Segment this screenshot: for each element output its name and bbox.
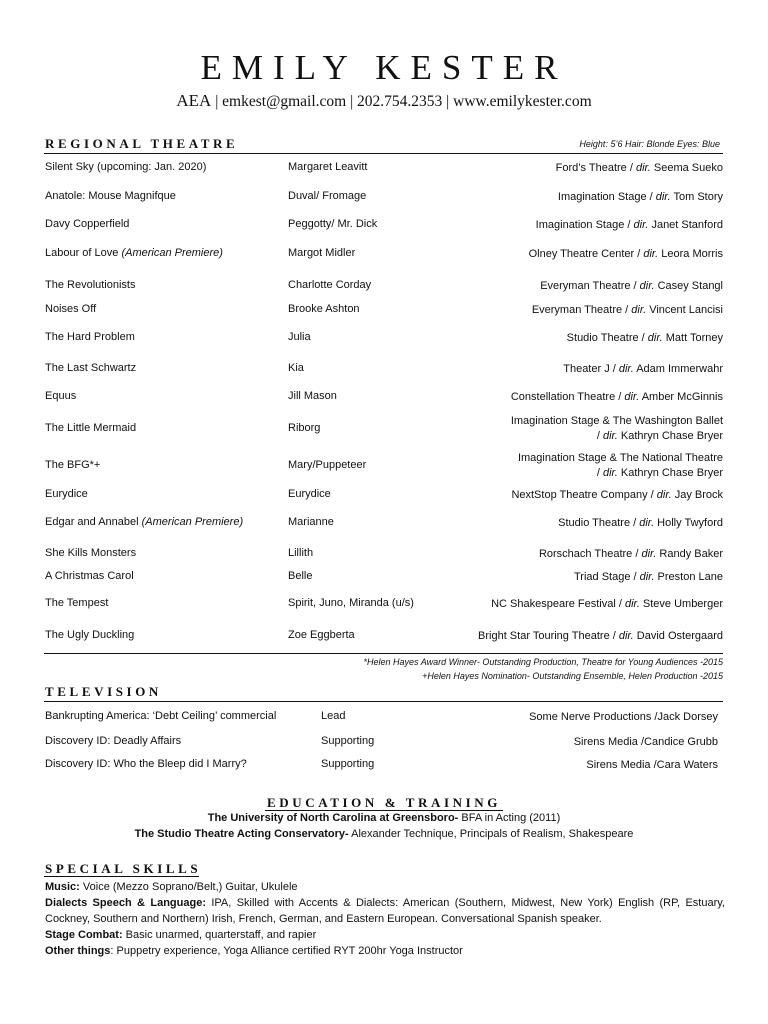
union-affiliation: AEA: [176, 91, 212, 110]
skill-stage-combat: Stage Combat: Basic unarmed, quarterstaff, and rapier: [45, 929, 317, 941]
venue-director: NC Shakespeare Festival / dir. Steve Umberger: [491, 598, 723, 610]
contact-details: | emkest@gmail.com | 202.754.2353 | www.emilykester.com: [211, 93, 592, 110]
contact-line: [0, 91, 768, 111]
section-heading-special-skills: SPECIAL SKILLS: [45, 861, 202, 876]
role: Supporting: [321, 735, 375, 747]
show-title: Bankrupting America: ‘Debt Ceiling’ commercial: [45, 710, 277, 722]
show-title: The Tempest: [45, 597, 109, 609]
role: Eurydice: [288, 488, 331, 500]
venue-director: Theater J / dir. Adam Immerwahr: [563, 363, 723, 375]
role: Jill Mason: [288, 390, 337, 402]
skill-other: Other things: Puppetry experience, Yoga Alliance certified RYT 200hr Yoga Instructor: [45, 945, 463, 957]
venue-director: Imagination Stage & The National Theatre / dir. Kathryn Chase Bryer: [517, 452, 723, 479]
physical-stats: Height: 5’6 Hair: Blonde Eyes: Blue: [579, 139, 720, 149]
venue-director: Imagination Stage & The Washington Ballet / dir. Kathryn Chase Bryer: [510, 415, 723, 442]
venue-director: Everyman Theatre / dir. Vincent Lancisi: [531, 304, 723, 316]
show-title: The BFG*+: [45, 459, 101, 471]
role: Margaret Leavitt: [288, 161, 368, 173]
venue-director: NextStop Theatre Company / dir. Jay Brock: [511, 489, 723, 501]
section-heading-regional-theatre: REGIONAL THEATRE: [45, 136, 239, 151]
show-title: Discovery ID: Deadly Affairs: [45, 735, 182, 747]
section-divider: [44, 153, 723, 154]
role: Zoe Eggberta: [288, 629, 355, 641]
role: Peggotty/ Mr. Dick: [288, 218, 378, 230]
production-company: Some Nerve Productions /Jack Dorsey: [529, 711, 718, 723]
skill-music: Music: Voice (Mezzo Soprano/Belt,) Guitar, Ukulele: [45, 881, 298, 893]
resume-name: EMILY KESTER: [200, 48, 568, 87]
role: Belle: [288, 570, 313, 582]
award-note: +Helen Hayes Nomination- Outstanding Ensemble, Helen Production -2015: [422, 671, 723, 681]
role: Kia: [288, 362, 304, 374]
section-divider: [44, 876, 199, 877]
show-title: The Ugly Duckling: [45, 629, 135, 641]
show-title: Edgar and Annabel (American Premiere): [45, 516, 244, 528]
role: Spirit, Juno, Miranda (u/s): [288, 597, 414, 609]
section-divider: [44, 701, 723, 702]
role: Margot Midler: [288, 247, 356, 259]
role: Brooke Ashton: [288, 303, 360, 315]
section-divider: [44, 653, 723, 654]
role: Mary/Puppeteer: [288, 459, 367, 471]
venue-director: Olney Theatre Center / dir. Leora Morris: [528, 248, 723, 260]
role: Lillith: [288, 547, 314, 559]
role: Julia: [288, 331, 311, 343]
venue-director: Constellation Theatre / dir. Amber McGinnis: [510, 391, 723, 403]
venue-director: Imagination Stage / dir. Janet Stanford: [535, 219, 723, 231]
venue-director: Imagination Stage / dir. Tom Story: [557, 191, 723, 203]
role: Riborg: [288, 422, 321, 434]
skill-dialects: Dialects Speech & Language: IPA, Skilled with Accents & Dialects: American (Southern, Midwest, New York) English (RP, Estuary, Cockney, Southern and Northern) Irish, French, German, and Eastern European. Conversational Spanish speaker.: [45, 897, 725, 925]
show-title: The Revolutionists: [45, 279, 136, 291]
show-title: Noises Off: [45, 303, 97, 315]
education-line: The University of North Carolina at Greensboro- BFA in Acting (2011): [207, 812, 561, 824]
venue-director: Studio Theatre / dir. Matt Torney: [566, 332, 723, 344]
show-title: Davy Copperfield: [45, 218, 130, 230]
role: Charlotte Corday: [288, 279, 372, 291]
production-company: Sirens Media /Cara Waters: [586, 759, 718, 771]
award-note: *Helen Hayes Award Winner- Outstanding Production, Theatre for Young Audiences -2015: [363, 657, 723, 667]
show-title: She Kills Monsters: [45, 547, 137, 559]
show-title: The Last Schwartz: [45, 362, 137, 374]
education-line: The Studio Theatre Acting Conservatory- Alexander Technique, Principals of Realism, Shakespeare: [134, 828, 634, 840]
show-title: Eurydice: [45, 488, 88, 500]
show-title: A Christmas Carol: [45, 570, 134, 582]
show-title: Silent Sky (upcoming: Jan. 2020): [45, 161, 207, 173]
show-title: Anatole: Mouse Magnifque: [45, 190, 176, 202]
role: Supporting: [321, 758, 375, 770]
role: Lead: [321, 710, 346, 722]
venue-director: Everyman Theatre / dir. Casey Stangl: [540, 280, 723, 292]
show-title: The Hard Problem: [45, 331, 135, 343]
role: Marianne: [288, 516, 334, 528]
venue-director: Studio Theatre / dir. Holly Twyford: [558, 517, 723, 529]
show-title: Discovery ID: Who the Bleep did I Marry?: [45, 758, 247, 770]
section-divider: [265, 810, 503, 811]
show-title: The Little Mermaid: [45, 422, 137, 434]
show-title: Labour of Love (American Premiere): [45, 247, 223, 259]
role: Duval/ Fromage: [288, 190, 367, 202]
venue-director: Triad Stage / dir. Preston Lane: [574, 571, 723, 583]
venue-director: Ford’s Theatre / dir. Seema Sueko: [555, 162, 723, 174]
venue-director: Rorschach Theatre / dir. Randy Baker: [538, 548, 723, 560]
venue-director: Bright Star Touring Theatre / dir. David Ostergaard: [478, 630, 723, 642]
section-heading-education: EDUCATION & TRAINING: [266, 795, 502, 810]
section-heading-television: TELEVISION: [45, 684, 162, 699]
production-company: Sirens Media /Candice Grubb: [573, 736, 718, 748]
show-title: Equus: [45, 390, 77, 402]
